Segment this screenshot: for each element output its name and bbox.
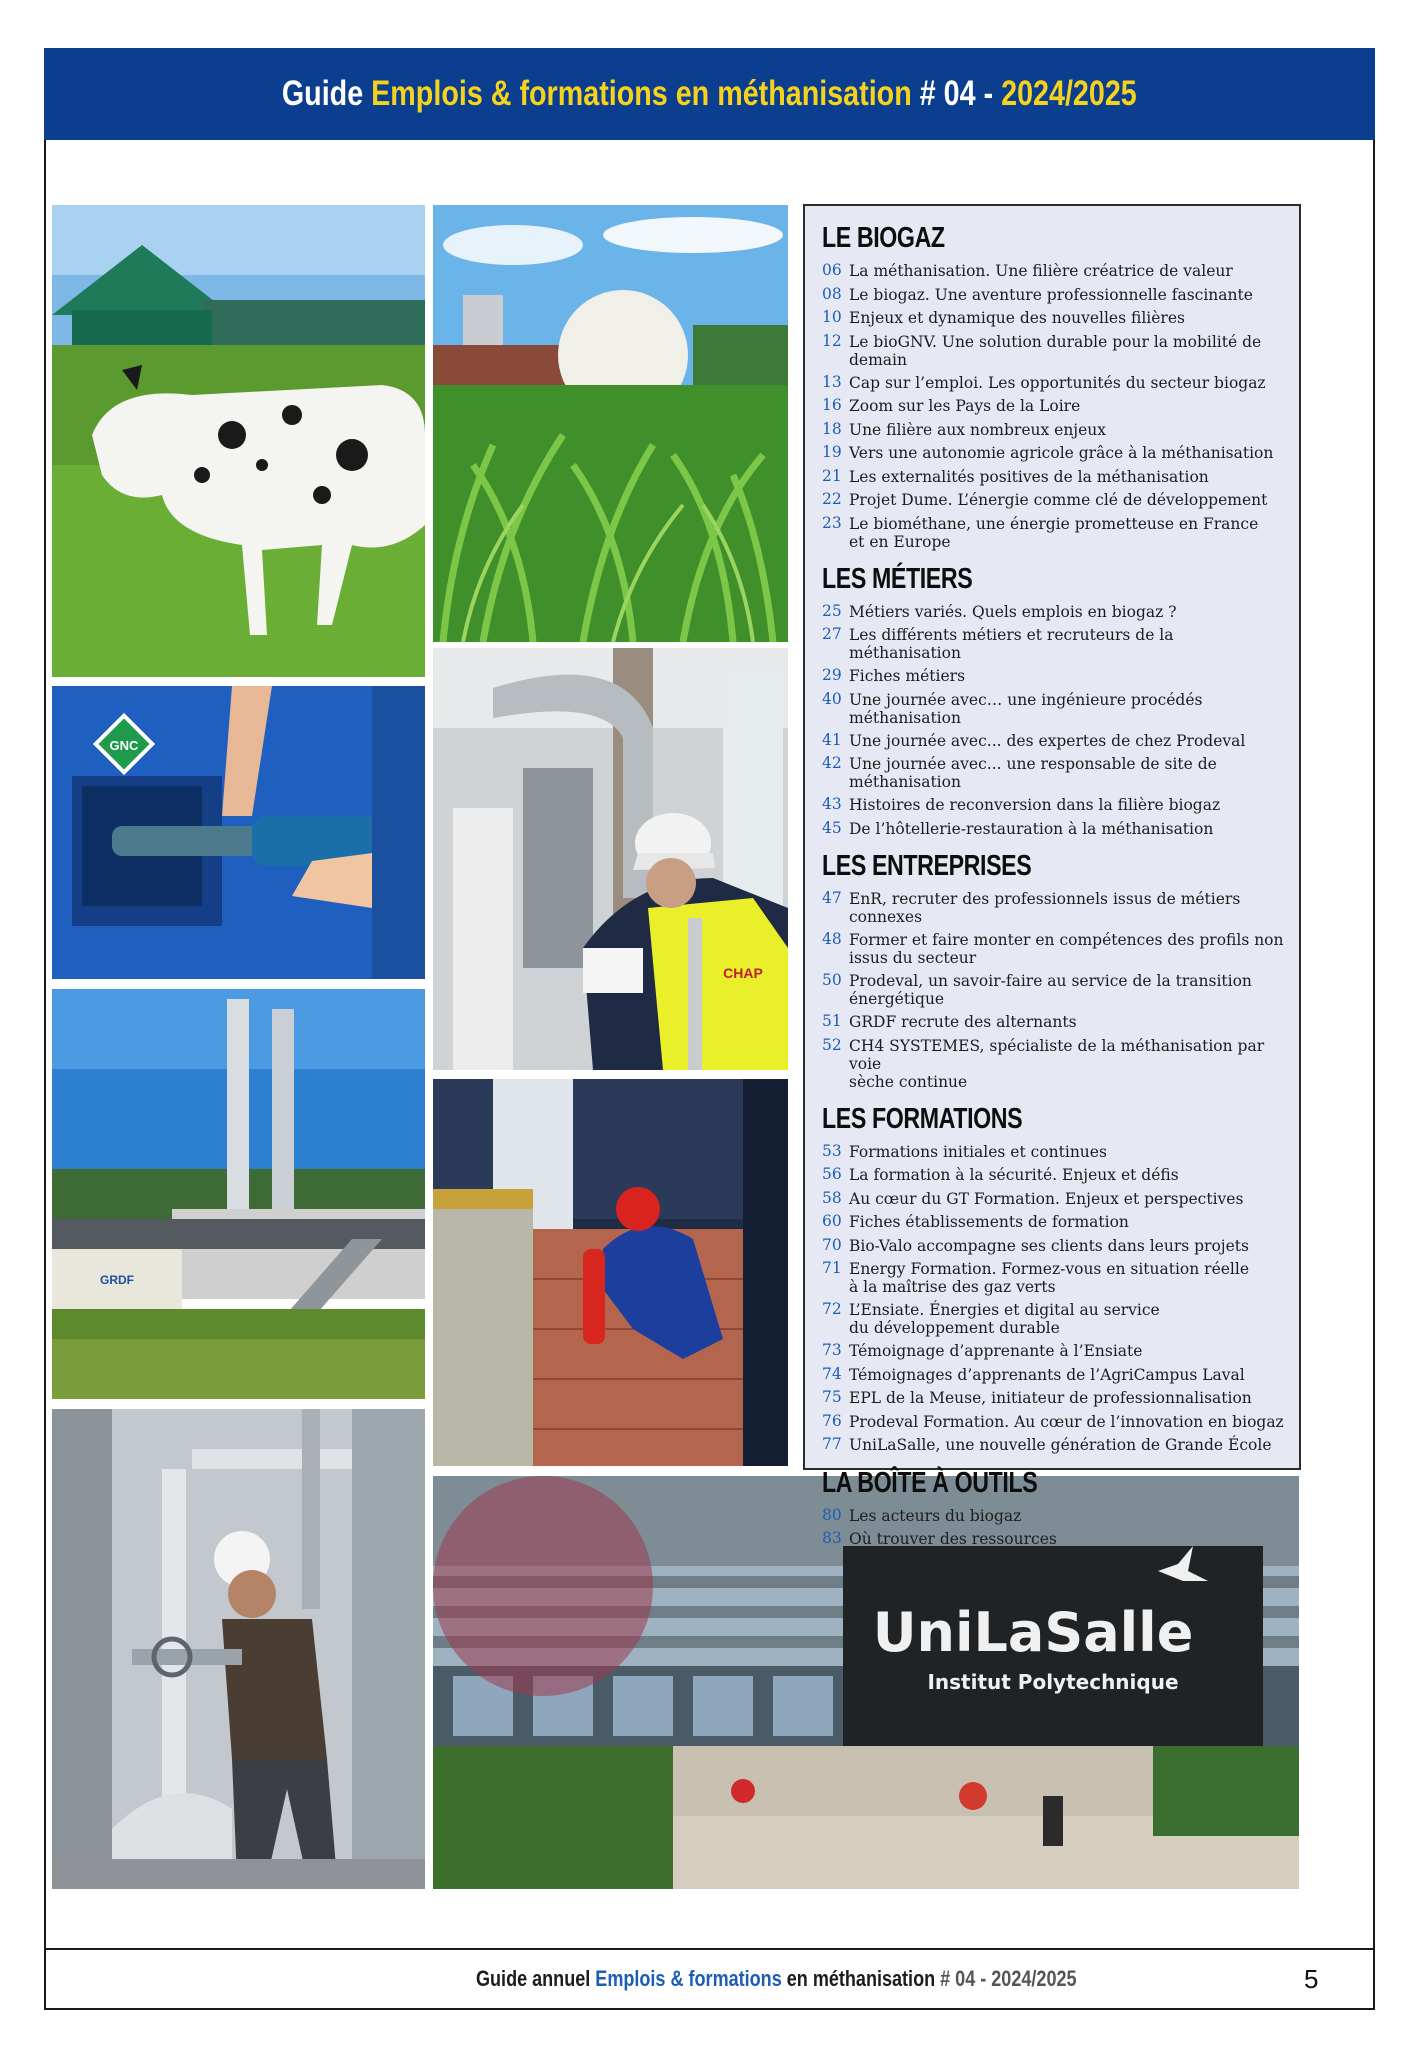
toc-entry-page: 41 xyxy=(822,730,842,749)
guide-header xyxy=(44,48,1375,140)
toc-entry-page: 21 xyxy=(822,466,842,485)
toc-entry[interactable] xyxy=(822,259,1285,283)
footer-title xyxy=(476,1966,1077,1992)
toc-entry[interactable] xyxy=(822,1527,1285,1551)
toc-entry-title: L’Ensiate. Énergies et digital au service du développement durable xyxy=(849,1301,1160,1337)
toc-section-title: LES MÉTIERS xyxy=(822,562,973,595)
toc-entry-title: Fiches établissements de formation xyxy=(849,1213,1129,1231)
toc-section xyxy=(822,1467,1285,1551)
toc-section xyxy=(822,1103,1285,1457)
toc-entry-page: 77 xyxy=(822,1435,842,1453)
toc-entry-title: Témoignages d’apprenants de l’AgriCampus Laval xyxy=(849,1365,1245,1384)
toc-section-title: LES ENTREPRISES xyxy=(822,850,1032,882)
toc-entry-page: 60 xyxy=(822,1212,842,1230)
toc-entry-title: Former et faire monter en compétences des profils non issus du secteur xyxy=(849,931,1284,967)
toc-entry-title: GRDF recrute des alternants xyxy=(849,1013,1077,1031)
toc-section xyxy=(822,222,1285,553)
toc-entry-page: 10 xyxy=(822,308,842,326)
toc-entry-page: 13 xyxy=(822,372,842,391)
toc-entry[interactable] xyxy=(822,1187,1285,1211)
unilasalle-subtitle: Institut Polytechnique xyxy=(927,1670,1179,1694)
chapo-label: CHAP xyxy=(723,965,763,981)
toc-entry-title: Le bioGNV. Une solution durable pour la mobilité de demain xyxy=(849,332,1262,369)
footer-prefix: Guide annuel xyxy=(476,1966,591,1991)
toc-entry-page: 73 xyxy=(822,1341,842,1359)
toc-entry-title: Une journée avec... des expertes de chez Prodeval xyxy=(849,731,1246,750)
toc-entry-title: Vers une autonomie agricole grâce à la méthanisation xyxy=(849,444,1274,462)
toc-entry-title: Energy Formation. Formez-vous en situation réelle à la maîtrise des gaz verts xyxy=(849,1260,1250,1296)
toc-entry-page: 08 xyxy=(822,284,842,303)
toc-entry-page: 25 xyxy=(822,601,842,620)
toc-entry-title: CH4 SYSTEMES, spécialiste de la méthanisation par voie sèche continue xyxy=(849,1036,1265,1091)
toc-entry-title: Fiches métiers xyxy=(849,667,966,685)
photo-worker-inspection xyxy=(433,648,788,1070)
toc-entry[interactable] xyxy=(822,1234,1285,1258)
toc-entry[interactable] xyxy=(822,729,1285,753)
toc-entry[interactable] xyxy=(822,1339,1285,1363)
toc-section-title: LES FORMATIONS xyxy=(822,1102,1023,1135)
toc-entry[interactable] xyxy=(822,441,1285,465)
toc-entry-title: Les acteurs du biogaz xyxy=(849,1506,1022,1525)
toc-entry-title: Cap sur l’emploi. Les opportunités du secteur biogaz xyxy=(849,373,1266,392)
toc-entry[interactable] xyxy=(822,752,1285,793)
toc-entry-title: Témoignage d’apprenante à l’Ensiate xyxy=(849,1342,1143,1360)
toc-entry-page: 76 xyxy=(822,1411,842,1430)
toc-entry[interactable] xyxy=(822,969,1285,1010)
toc-entry-page: 75 xyxy=(822,1388,842,1406)
page-footer xyxy=(44,1948,1375,2010)
toc-entry[interactable] xyxy=(822,283,1285,307)
header-issue: # 04 - xyxy=(919,74,994,113)
toc-entry-title: Le biogaz. Une aventure professionnelle fascinante xyxy=(849,285,1253,304)
toc-entry[interactable] xyxy=(822,928,1285,969)
photo-grdf-installation xyxy=(52,989,425,1399)
toc-entry-page: 52 xyxy=(822,1035,842,1054)
toc-entry-title: EnR, recruter des professionnels issus de métiers connexes xyxy=(849,890,1241,926)
toc-entry-page: 18 xyxy=(822,419,842,438)
toc-entry[interactable] xyxy=(822,1210,1285,1234)
toc-entry-title: La méthanisation. Une filière créatrice de valeur xyxy=(849,262,1233,280)
header-title xyxy=(282,74,1137,114)
toc-entry-title: Histoires de reconversion dans la filière biogaz xyxy=(849,796,1221,814)
toc-entry[interactable] xyxy=(822,488,1285,512)
toc-entry[interactable] xyxy=(822,512,1285,553)
toc-entry-title: Prodeval, un savoir-faire au service de la transition énergétique xyxy=(849,972,1252,1008)
toc-entry[interactable] xyxy=(822,1298,1285,1339)
toc-entry-title: UniLaSalle, une nouvelle génération de Grande École xyxy=(849,1436,1272,1454)
gnc-label: GNC xyxy=(109,738,139,753)
page-number: 5 xyxy=(1304,1964,1319,1994)
toc-entry-page: 40 xyxy=(822,689,842,708)
toc-entry-page: 23 xyxy=(822,513,842,532)
toc-entry[interactable] xyxy=(822,1010,1285,1034)
toc-entry[interactable] xyxy=(822,1504,1285,1528)
toc-entry[interactable] xyxy=(822,306,1285,330)
toc-entry-page: 56 xyxy=(822,1165,842,1183)
toc-entry-page: 42 xyxy=(822,754,842,772)
toc-entry[interactable] xyxy=(822,793,1285,817)
footer-issue: # 04 - 2024/2025 xyxy=(940,1966,1077,1991)
toc-entry-page: 58 xyxy=(822,1188,842,1207)
toc-entry-page: 12 xyxy=(822,331,842,350)
toc-section xyxy=(822,563,1285,841)
toc-entry-title: Bio-Valo accompagne ses clients dans leurs projets xyxy=(849,1236,1249,1255)
toc-entry[interactable] xyxy=(822,623,1285,664)
toc-entry[interactable] xyxy=(822,600,1285,624)
toc-entry-title: Une journée avec… une ingénieure procédés méthanisation xyxy=(849,690,1203,727)
header-year: 2024/2025 xyxy=(1001,74,1137,113)
toc-entry-title: Zoom sur les Pays de la Loire xyxy=(849,397,1081,415)
toc-entry-page: 80 xyxy=(822,1505,842,1524)
toc-entry[interactable] xyxy=(822,1410,1285,1434)
toc-entry[interactable] xyxy=(822,1386,1285,1410)
toc-entry-page: 50 xyxy=(822,971,842,989)
toc-section-title: LE BIOGAZ xyxy=(822,222,945,254)
grdf-label: GRDF xyxy=(100,1273,134,1287)
toc-entry-title: Où trouver des ressources xyxy=(849,1530,1057,1548)
table-of-contents xyxy=(803,204,1301,1548)
toc-entry-page: 72 xyxy=(822,1300,842,1318)
toc-entry-page: 70 xyxy=(822,1235,842,1254)
header-title-highlight: Emplois & formations en méthanisation xyxy=(371,74,912,113)
toc-entry-page: 48 xyxy=(822,930,842,948)
header-guide-word: Guide xyxy=(282,74,364,113)
toc-entry-title: Le biométhane, une énergie prometteuse en France et en Europe xyxy=(849,514,1259,551)
toc-entry[interactable] xyxy=(822,394,1285,418)
toc-entry-page: 27 xyxy=(822,625,842,643)
photo-worker-valve xyxy=(52,1409,425,1889)
toc-entry-page: 16 xyxy=(822,396,842,414)
toc-entry-page: 83 xyxy=(822,1529,842,1547)
toc-entry[interactable] xyxy=(822,465,1285,489)
toc-entry[interactable] xyxy=(822,371,1285,395)
toc-entry-page: 22 xyxy=(822,490,842,508)
toc-entry-title: De l’hôtellerie-restauration à la méthanisation xyxy=(849,819,1214,838)
toc-entry-page: 71 xyxy=(822,1259,842,1277)
toc-entry[interactable] xyxy=(822,1363,1285,1387)
toc-entry-title: Prodeval Formation. Au cœur de l’innovation en biogaz xyxy=(849,1412,1284,1431)
toc-entry-title: La formation à la sécurité. Enjeux et défis xyxy=(849,1166,1179,1184)
photo-field-gas-dome xyxy=(433,205,788,642)
toc-entry-title: EPL de la Meuse, initiateur de professionnalisation xyxy=(849,1389,1252,1407)
toc-section-title: LA BOÎTE À OUTILS xyxy=(822,1466,1038,1499)
toc-entry-title: Formations initiales et continues xyxy=(849,1142,1107,1161)
toc-entry[interactable] xyxy=(822,664,1285,688)
toc-entry[interactable] xyxy=(822,1140,1285,1164)
footer-highlight: Emplois & formations xyxy=(595,1966,782,1991)
photo-gnc-refueling xyxy=(52,686,425,979)
toc-entry[interactable] xyxy=(822,330,1285,371)
toc-entry-page: 43 xyxy=(822,795,842,813)
toc-entry-page: 29 xyxy=(822,666,842,684)
toc-entry-page: 19 xyxy=(822,443,842,461)
toc-entry-page: 51 xyxy=(822,1012,842,1030)
photo-fire-safety xyxy=(433,1079,788,1466)
toc-entry-title: Métiers variés. Quels emplois en biogaz ? xyxy=(849,602,1177,621)
toc-entry[interactable] xyxy=(822,1433,1285,1457)
photo-cow-pasture xyxy=(52,205,425,677)
toc-entry-page: 47 xyxy=(822,889,842,907)
toc-entry-page: 45 xyxy=(822,818,842,837)
toc-entry-page: 06 xyxy=(822,261,842,279)
toc-entry[interactable] xyxy=(822,418,1285,442)
toc-entry[interactable] xyxy=(822,1163,1285,1187)
toc-entry-title: Une filière aux nombreux enjeux xyxy=(849,420,1106,439)
toc-entry[interactable] xyxy=(822,817,1285,841)
toc-entry[interactable] xyxy=(822,887,1285,928)
footer-middle: en méthanisation xyxy=(786,1966,936,1991)
toc-entry-title: Les différents métiers et recruteurs de la méthanisation xyxy=(849,626,1174,662)
toc-section xyxy=(822,850,1285,1093)
toc-entry-title: Enjeux et dynamique des nouvelles filières xyxy=(849,309,1185,327)
toc-entry-page: 74 xyxy=(822,1364,842,1383)
toc-entry-title: Les externalités positives de la méthanisation xyxy=(849,467,1209,486)
toc-entry-title: Une journée avec... une responsable de site de méthanisation xyxy=(849,755,1217,791)
unilasalle-logo-text: UniLaSalle xyxy=(872,1601,1194,1664)
toc-entry[interactable] xyxy=(822,688,1285,729)
toc-entry-title: Projet Dume. L’énergie comme clé de développement xyxy=(849,491,1268,509)
toc-entry-page: 53 xyxy=(822,1141,842,1160)
toc-entry-title: Au cœur du GT Formation. Enjeux et perspectives xyxy=(849,1189,1244,1208)
toc-entry[interactable] xyxy=(822,1034,1285,1093)
toc-entry[interactable] xyxy=(822,1257,1285,1298)
